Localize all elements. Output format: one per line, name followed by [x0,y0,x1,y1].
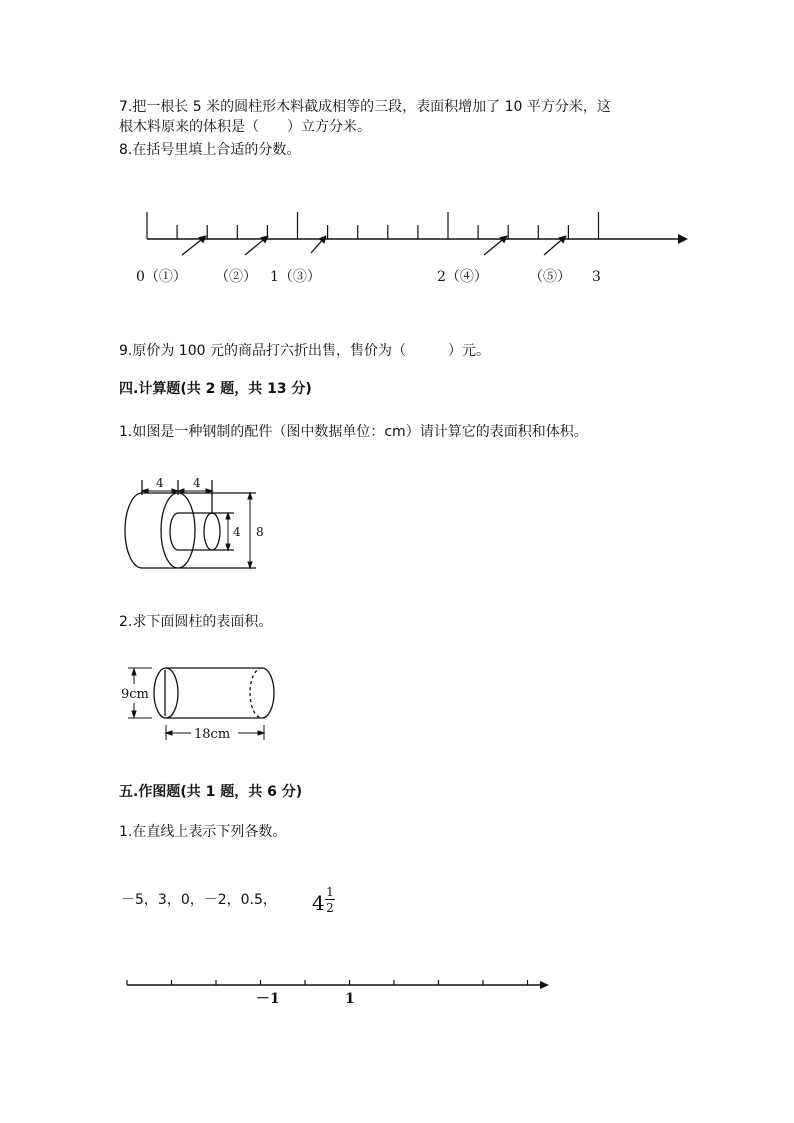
q8-label-3: 1（③） [270,269,321,285]
q8-label-5: （⑤） [529,269,571,285]
height-label: 9cm [121,687,149,702]
mixed-number-numerator: 1 [326,885,334,899]
length-label: 18cm [194,727,231,742]
s4-q2-text: 2.求下面圆柱的表面积。 [119,614,273,630]
dim-label-big-height: 8 [256,525,264,539]
axis-label-neg1: －1 [256,991,280,1007]
q9-text: 9.原价为 100 元的商品打六折出售，售价为（ ）元。 [119,343,490,359]
q8-label-2: （②） [215,269,257,285]
q7-line2: 根木料原来的体积是（ ）立方分米。 [119,119,371,135]
s5-axis-arrowhead [540,981,549,989]
section5-title: 五.作图题(共 1 题，共 6 分) [119,784,303,800]
s4-q1-text: 1.如图是一种钢制的配件（图中数据单位：cm）请计算它的表面积和体积。 [119,424,588,440]
dim-label-top-right: 4 [193,476,201,490]
q8-label-4: 2（④） [437,269,488,285]
mixed-number-denominator: 2 [326,901,334,915]
s5-q1-text: 1.在直线上表示下列各数。 [119,824,287,840]
mixed-number-whole: 4 [312,891,325,915]
dim-label-small-height: 4 [233,525,241,539]
axis-label-1: 1 [345,991,355,1007]
section4-title: 四.计算题(共 2 题，共 13 分) [119,381,312,397]
q8-label-1: 0（①） [136,269,187,285]
number-list: －5，3，0，－2，0.5， [121,892,277,908]
q8-label-6: 3 [592,269,601,285]
dim-label-top-left: 4 [156,476,164,490]
q7-line1: 7.把一根长 5 米的圆柱形木料截成相等的三段，表面积增加了 10 平方分米，这 [119,99,611,115]
q8-text: 8.在括号里填上合适的分数。 [119,142,301,158]
